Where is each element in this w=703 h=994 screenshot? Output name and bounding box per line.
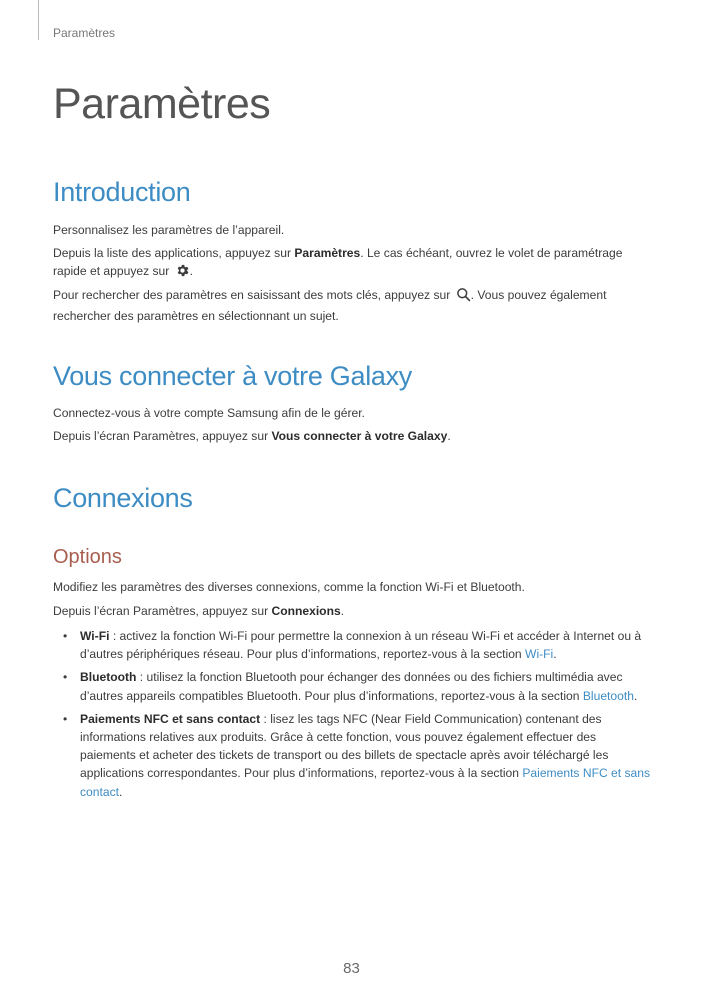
- settings-menu-term: Paramètres: [294, 246, 361, 260]
- page-title: Paramètres: [53, 80, 271, 128]
- intro-paragraph-1: Personnalisez les paramètres de l’appareil.: [53, 223, 285, 237]
- list-item-wifi: • Wi-Fi : activez la fonction Wi-Fi pour permettre la connexion à un réseau Wi-Fi et accéder à Internet ou à d’autres périphériques réseau. Pour plus d’informations, reportez-vous à la section Wi-Fi.: [63, 629, 642, 662]
- intro-paragraph-2: Depuis la liste des applications, appuyez sur Paramètres. Le cas échéant, ouvrez le volet de paramétrage rapide et appuyez sur .: [53, 244, 653, 283]
- header-divider: [38, 0, 39, 40]
- connexions-menu-term: Connexions: [271, 604, 341, 618]
- connexions-paragraph-2: Depuis l’écran Paramètres, appuyez sur Connexions.: [53, 604, 345, 618]
- connexions-options-list: [53, 627, 653, 806]
- gear-icon: [175, 263, 190, 283]
- running-header: Paramètres: [53, 26, 116, 40]
- connexions-paragraph-1: Modifiez les paramètres des diverses connexions, comme la fonction Wi-Fi et Bluetooth.: [53, 580, 525, 594]
- section-heading-introduction: Introduction: [53, 177, 191, 207]
- intro-paragraph-3: Pour rechercher des paramètres en saisissant des mots clés, appuyez sur . Vous pouvez également rechercher des paramètres en sélectionnant un sujet.: [53, 288, 607, 323]
- list-item-nfc: • Paiements NFC et sans contact : lisez les tags NFC (Near Field Communication) contenant des informations relatives aux produits. Grâce à cette fonction, vous pouvez également effectuer des paiements et acheter des tickets de transport ou des billets de spectacle après avoir téléchargé les applications correspondantes. Pour plus d’informations, reportez-vous à la section Paiements NFC et sans contact.: [63, 711, 651, 799]
- subheading-options: Options: [53, 546, 122, 568]
- link-wifi[interactable]: Wi-Fi: [525, 647, 554, 662]
- list-item-bluetooth: • Bluetooth : utilisez la fonction Bluetooth pour échanger des données ou des fichiers multimédia avec d’autres appareils compatibles Bluetooth. Pour plus d’informations, reportez-vous à la section Bluetooth.: [63, 670, 638, 703]
- galaxy-paragraph-2: Depuis l’écran Paramètres, appuyez sur Vous connecter à votre Galaxy.: [53, 429, 451, 443]
- link-nfc-payments[interactable]: Paiements NFC et sans contact: [80, 766, 651, 799]
- search-icon: [456, 287, 471, 307]
- section-heading-galaxy: Vous connecter à votre Galaxy: [53, 361, 413, 391]
- galaxy-paragraph-1: Connectez-vous à votre compte Samsung afin de le gérer.: [53, 406, 365, 420]
- galaxy-menu-term: Vous connecter à votre Galaxy: [271, 429, 448, 443]
- section-heading-connexions: Connexions: [53, 483, 193, 513]
- page-number: 83: [343, 960, 360, 977]
- link-bluetooth[interactable]: Bluetooth: [582, 688, 634, 703]
